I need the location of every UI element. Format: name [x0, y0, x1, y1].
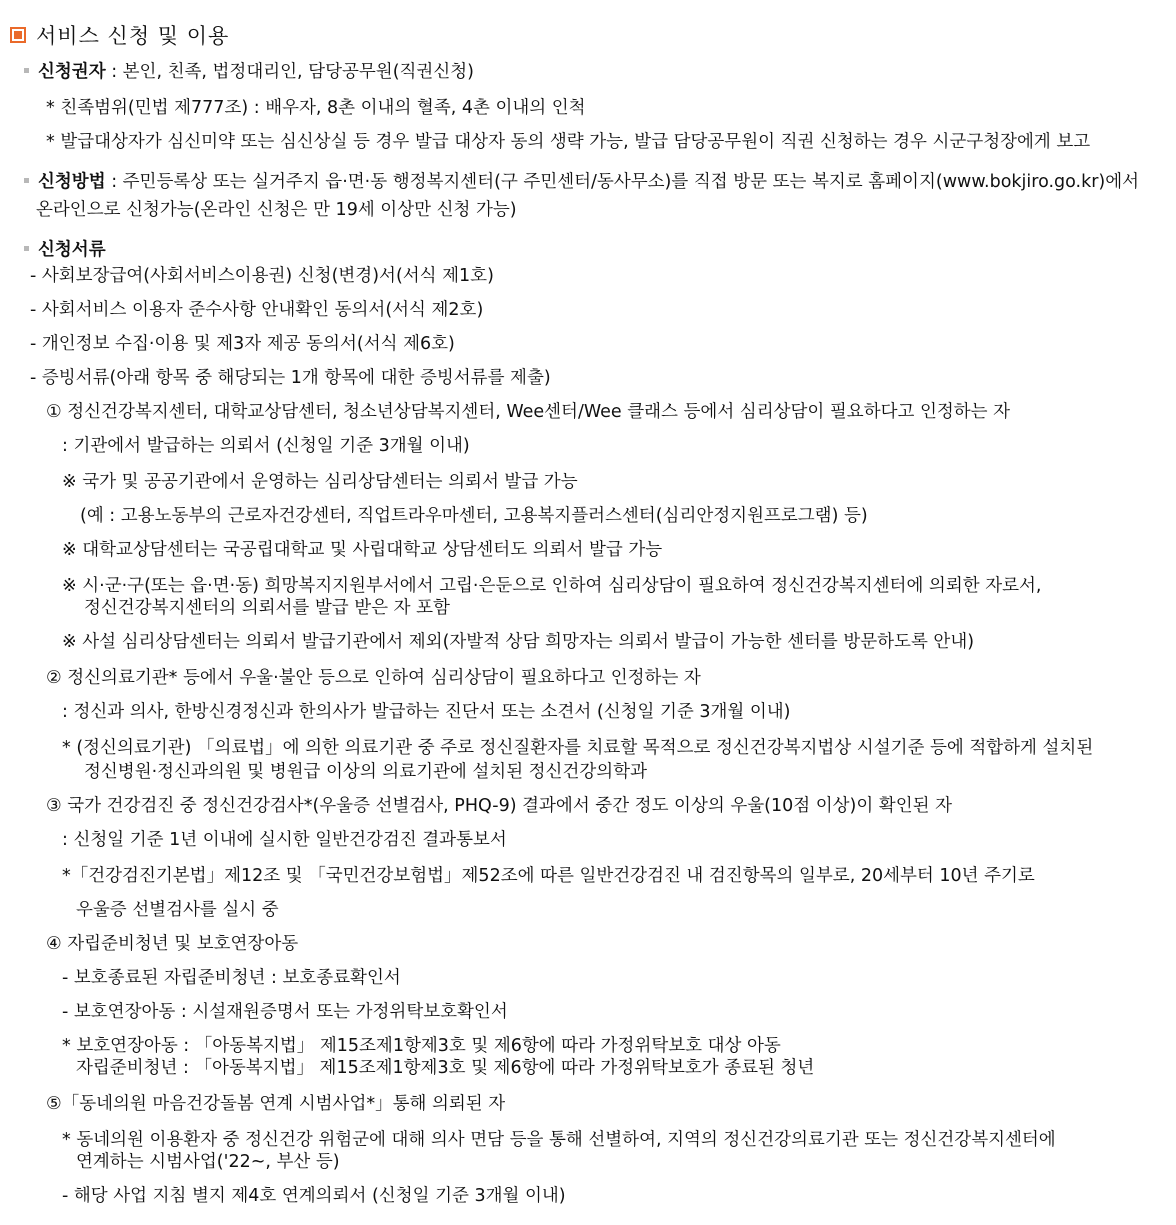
applicant-note-1: * 친족범위(민법 제777조) : 배우자, 8촌 이내의 혈족, 4촌 이내의 인척 — [46, 98, 586, 118]
evidence-1-note-example: (예 : 고용노동부의 근로자건강센터, 직업트라우마센터, 고용복지플러스센터(심리안정지원프로그램) 등) — [80, 506, 868, 526]
evidence-1-note: ※ 사설 심리상담센터는 의뢰서 발급기관에서 제외(자발적 상담 희망자는 의뢰서 발급이 가능한 센터를 방문하도록 안내) — [62, 632, 975, 652]
applicant-label: 신청권자 — [38, 62, 106, 82]
evidence-1-note: ※ 시·군·구(또는 읍·면·동) 희망복지지원부서에서 고립·은둔으로 인하여 심리상담이 필요하여 정신건강복지센터에 의뢰한 자로서, — [62, 576, 1042, 596]
evidence-1-document: : 기관에서 발급하는 의뢰서 (신청일 기준 3개월 이내) — [62, 436, 470, 456]
evidence-2-heading: ② 정신의료기관* 등에서 우울·불안 등으로 인하여 심리상담이 필요하다고 인정하는 자 — [46, 668, 701, 688]
method-text: : 주민등록상 또는 실거주지 읍·면·동 행정복지센터(구 주민센터/동사무소)를 직접 방문 또는 복지로 홈페이지(www.bokjiro.go.kr)에서 — [105, 172, 1140, 192]
evidence-5-heading: ⑤「동네의원 마음건강돌봄 연계 시범사업*」통해 의뢰된 자 — [46, 1094, 506, 1114]
evidence-1-note-continued: 정신건강복지센터의 의뢰서를 발급 받은 자 포함 — [84, 598, 450, 618]
gray-square-bullet-icon — [24, 68, 29, 73]
evidence-1-note: ※ 대학교상담센터는 국공립대학교 및 사립대학교 상담센터도 의뢰서 발급 가능 — [62, 540, 663, 560]
evidence-2-document: : 정신과 의사, 한방신경정신과 한의사가 발급하는 진단서 또는 소견서 (신청일 기준 3개월 이내) — [62, 702, 791, 722]
evidence-2-note: * (정신의료기관) 「의료법」에 의한 의료기관 중 주로 정신질환자를 치료할 목적으로 정신건강복지법상 시설기준 등에 적합하게 설치된 — [62, 738, 1094, 758]
docs-item: - 증빙서류(아래 항목 중 해당되는 1개 항목에 대한 증빙서류를 제출) — [30, 368, 551, 388]
evidence-2-note-continued: 정신병원·정신과의원 및 병원급 이상의 의료기관에 설치된 정신건강의학과 — [84, 762, 647, 782]
evidence-4-note: * 보호연장아동 : 「아동복지법」 제15조제1항제3호 및 제6항에 따라 가정위탁보호 대상 아동 — [62, 1036, 781, 1056]
applicant-note-2: * 발급대상자가 심신미약 또는 심신상실 등 경우 발급 대상자 동의 생략 가능, 발급 담당공무원이 직권 신청하는 경우 시군구청장에게 보고 — [46, 132, 1091, 152]
evidence-5-document: - 해당 사업 지침 별지 제4호 연계의뢰서 (신청일 기준 3개월 이내) — [62, 1186, 566, 1206]
gray-square-bullet-icon — [24, 246, 29, 251]
section-title-text: 서비스 신청 및 이용 — [36, 24, 230, 48]
method-row — [24, 170, 1139, 194]
applicant-text: : 본인, 친족, 법정대리인, 담당공무원(직권신청) — [105, 62, 474, 82]
method-text-continued: 온라인으로 신청가능(온라인 신청은 만 19세 이상만 신청 가능) — [36, 200, 517, 220]
square-bullet-icon — [10, 27, 26, 43]
gray-square-bullet-icon — [24, 178, 29, 183]
evidence-4-note-continued: 자립준비청년 : 「아동복지법」 제15조제1항제3호 및 제6항에 따라 가정위탁보호가 종료된 청년 — [76, 1058, 815, 1078]
docs-item: - 사회보장급여(사회서비스이용권) 신청(변경)서(서식 제1호) — [30, 266, 494, 286]
evidence-1-heading: ① 정신건강복지센터, 대학교상담센터, 청소년상담복지센터, Wee센터/Wee 클래스 등에서 심리상담이 필요하다고 인정하는 자 — [46, 402, 1011, 422]
evidence-3-heading: ③ 국가 건강검진 중 정신건강검사*(우울증 선별검사, PHQ-9) 결과에서 중간 정도 이상의 우울(10점 이상)이 확인된 자 — [46, 796, 952, 816]
docs-row — [24, 238, 106, 262]
docs-item: - 개인정보 수집·이용 및 제3자 제공 동의서(서식 제6호) — [30, 334, 455, 354]
evidence-4-heading: ④ 자립준비청년 및 보호연장아동 — [46, 934, 299, 954]
docs-label: 신청서류 — [38, 240, 106, 260]
evidence-4-document: - 보호연장아동 : 시설재원증명서 또는 가정위탁보호확인서 — [62, 1002, 508, 1022]
evidence-3-note: *「건강검진기본법」제12조 및 「국민건강보험법」제52조에 따른 일반건강검진 내 검진항목의 일부로, 20세부터 10년 주기로 — [62, 866, 1035, 886]
applicant-row — [24, 60, 474, 84]
evidence-4-document: - 보호종료된 자립준비청년 : 보호종료확인서 — [62, 968, 401, 988]
section-title — [10, 20, 229, 50]
evidence-1-note: ※ 국가 및 공공기관에서 운영하는 심리상담센터는 의뢰서 발급 가능 — [62, 472, 578, 492]
evidence-5-note-continued: 연계하는 시범사업('22~, 부산 등) — [76, 1152, 340, 1172]
method-label: 신청방법 — [38, 172, 106, 192]
evidence-5-note: * 동네의원 이용환자 중 정신건강 위험군에 대해 의사 면담 등을 통해 선별하여, 지역의 정신건강의료기관 또는 정신건강복지센터에 — [62, 1130, 1056, 1150]
evidence-3-note-continued: 우울증 선별검사를 실시 중 — [76, 900, 279, 920]
docs-item: - 사회서비스 이용자 준수사항 안내확인 동의서(서식 제2호) — [30, 300, 484, 320]
evidence-3-document: : 신청일 기준 1년 이내에 실시한 일반건강검진 결과통보서 — [62, 830, 507, 850]
